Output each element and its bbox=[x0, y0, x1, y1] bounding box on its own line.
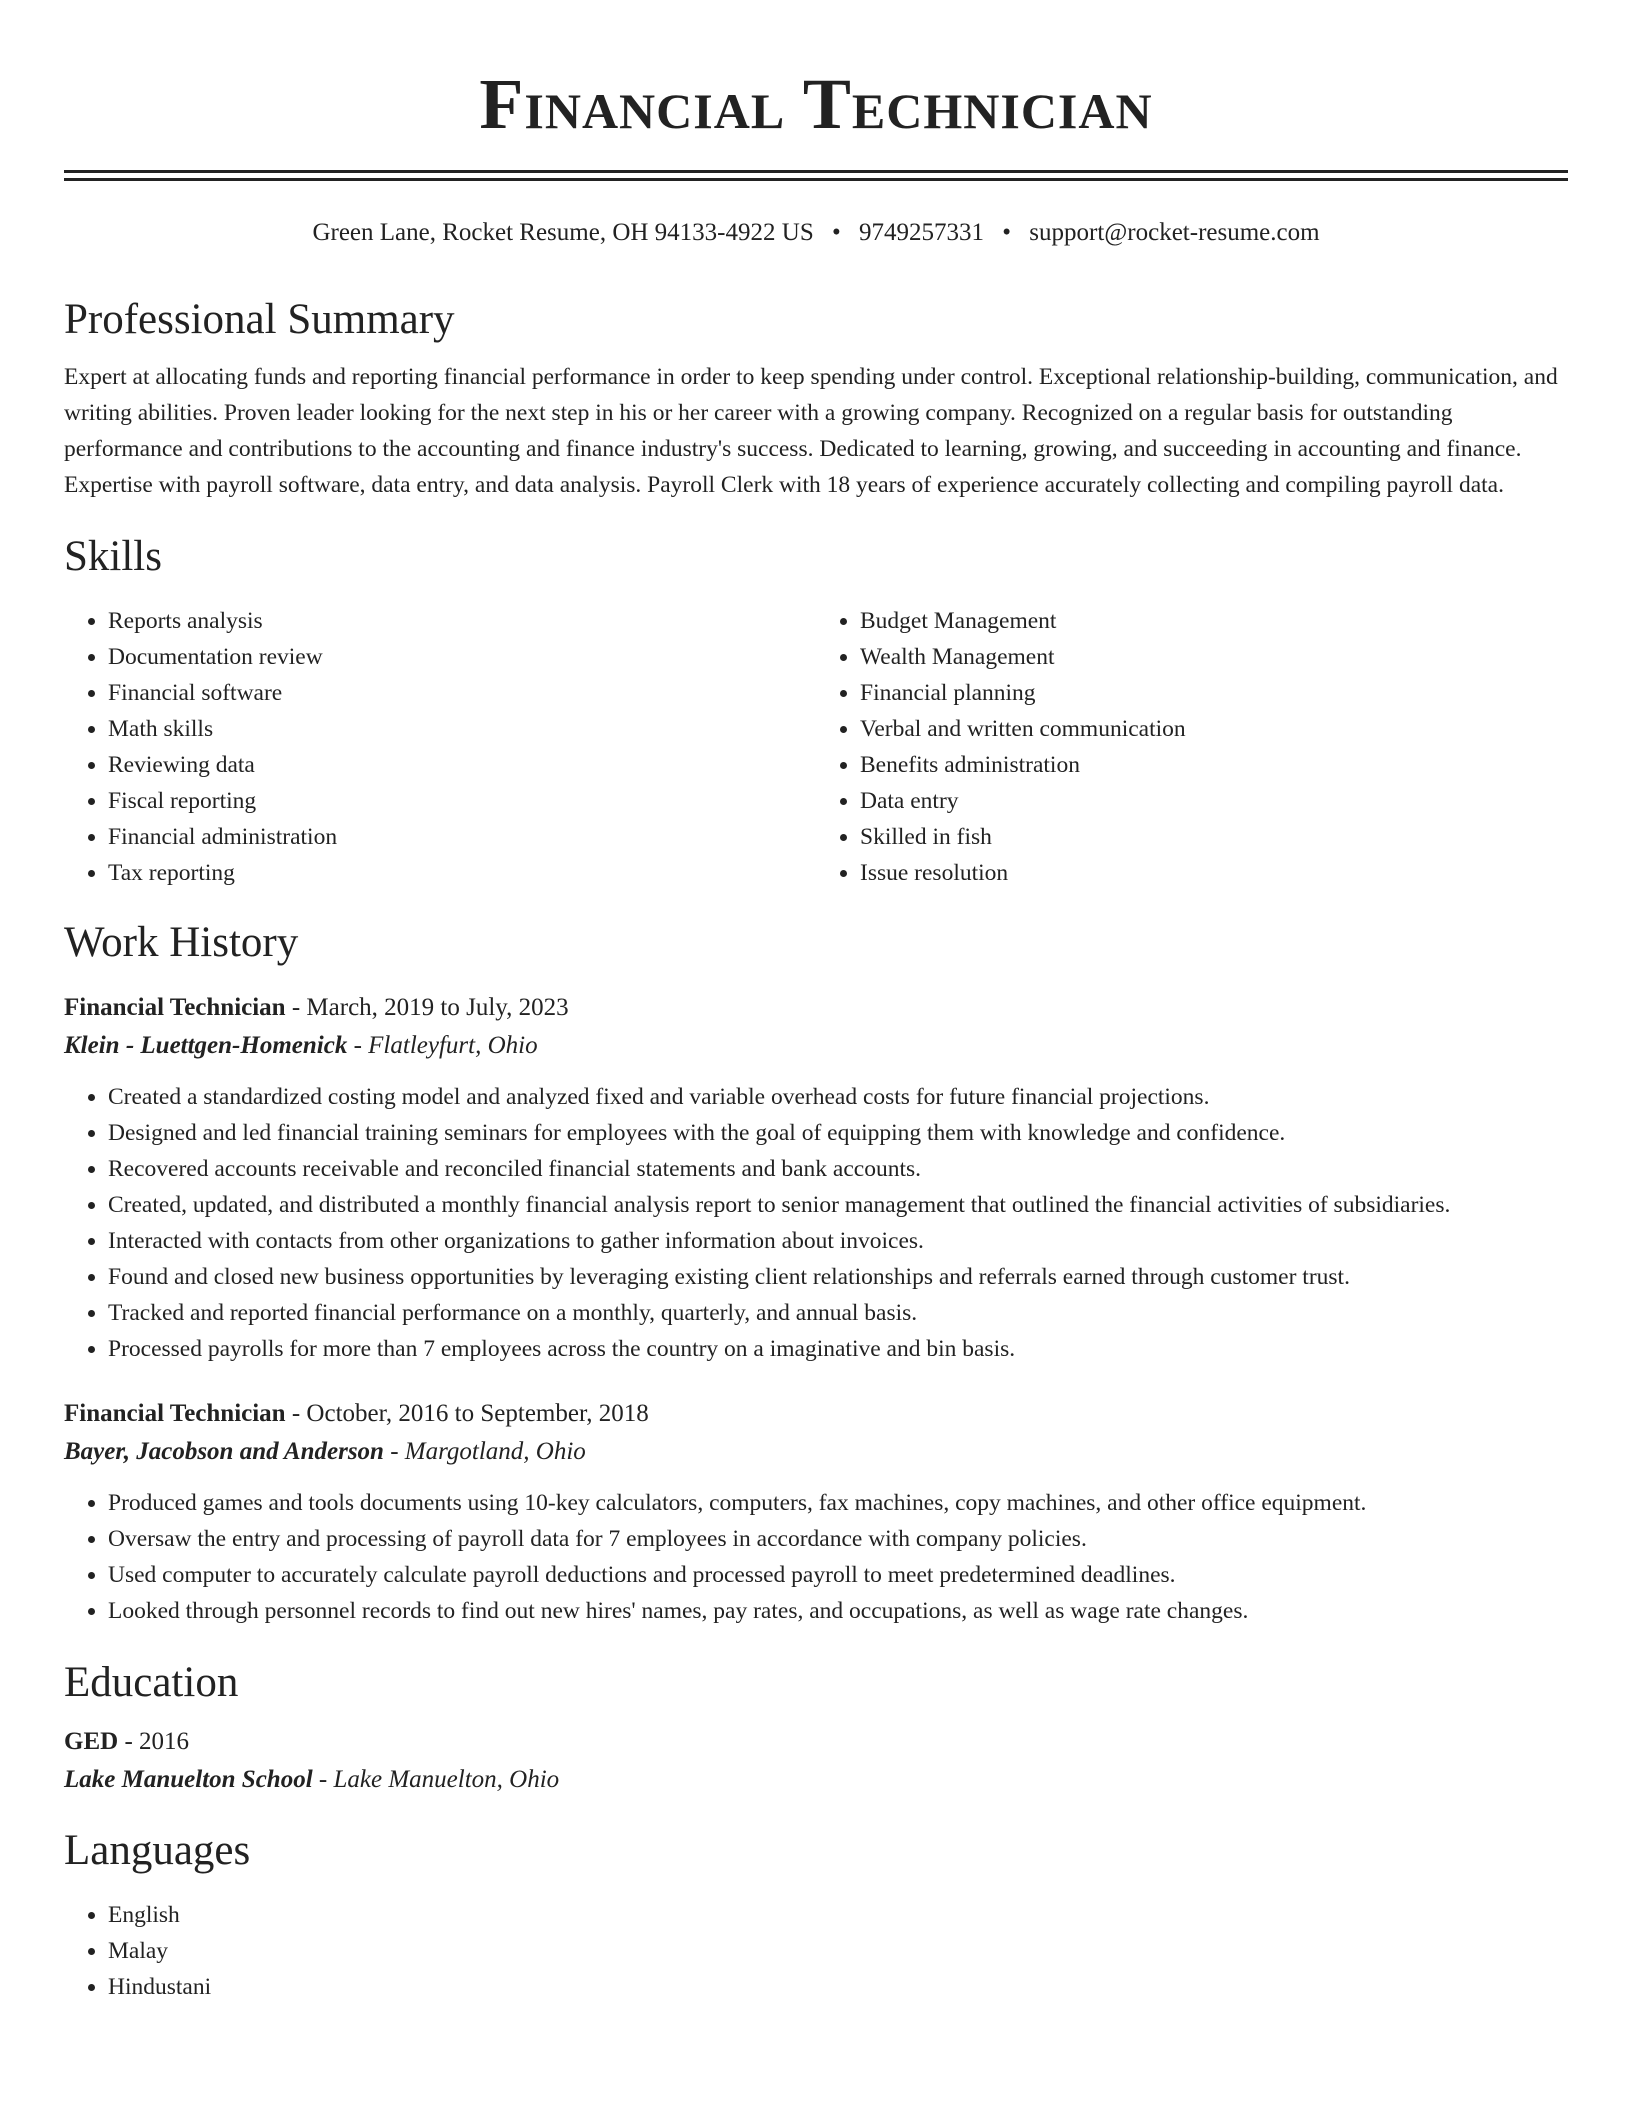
language-item: • Malay bbox=[108, 1933, 1568, 1969]
skills-heading: Skills bbox=[64, 533, 162, 580]
contact-separator: • bbox=[831, 219, 841, 246]
education-school: Lake Manuelton School bbox=[64, 1766, 313, 1793]
job-header bbox=[64, 989, 1568, 1027]
languages-heading: Languages bbox=[64, 1827, 251, 1874]
job-location: - Flatleyfurt, Ohio bbox=[347, 1032, 538, 1059]
languages-section bbox=[64, 1827, 1568, 2005]
education-location: - Lake Manuelton, Ohio bbox=[312, 1766, 560, 1793]
skill-item: • Budget Management bbox=[860, 603, 1568, 639]
candidate-name: Financial Technician bbox=[479, 64, 1153, 144]
summary-text: Expert at allocating funds and reporting financial performance in order to keep spending under control. Exceptional relationship-building, communication, and writing abilities. Proven leader looking for the next step in his or her career with a growing company. Recognized on a regular basis for outstanding performance and contributions to the accounting and finance industry's success. Dedicated to learning, growing, and succeeding in accounting and finance. Expertise with payroll software, data entry, and data analysis. Payroll Clerk with 18 years of experience accurately collecting and compiling payroll data. bbox=[64, 364, 1558, 498]
job-location: - Margotland, Ohio bbox=[383, 1438, 586, 1465]
job-bullet: • Designed and led financial training seminars for employees with the goal of equipping them with knowledge and confidence. bbox=[108, 1115, 1568, 1151]
education-header bbox=[64, 1723, 1568, 1761]
contact-email: support@rocket-resume.com bbox=[1029, 219, 1320, 246]
language-item: • Hindustani bbox=[108, 1969, 1568, 2005]
skill-item: • Wealth Management bbox=[860, 639, 1568, 675]
header-divider-bottom bbox=[64, 178, 1568, 181]
education-year: - 2016 bbox=[118, 1728, 190, 1755]
skill-item: • Reports analysis bbox=[108, 603, 816, 639]
job-header bbox=[64, 1395, 1568, 1433]
education-school-line bbox=[64, 1761, 1568, 1799]
skill-item: • Skilled in fish bbox=[860, 819, 1568, 855]
skill-item: • Financial planning bbox=[860, 675, 1568, 711]
job-bullet: • Used computer to accurately calculate payroll deductions and processed payroll to meet predetermined deadlines. bbox=[108, 1557, 1568, 1593]
skills-list-right bbox=[816, 603, 1568, 891]
job-bullet: • Oversaw the entry and processing of payroll data for 7 employees in accordance with company policies. bbox=[108, 1521, 1568, 1557]
job-bullets bbox=[64, 1485, 1568, 1629]
job-company-line bbox=[64, 1027, 1568, 1065]
skill-item: • Documentation review bbox=[108, 639, 816, 675]
skill-item: • Issue resolution bbox=[860, 855, 1568, 891]
skill-item: • Financial software bbox=[108, 675, 816, 711]
language-item: • English bbox=[108, 1897, 1568, 1933]
education-section bbox=[64, 1659, 1568, 1799]
skill-item: • Reviewing data bbox=[108, 747, 816, 783]
job-bullet: • Found and closed new business opportunities by leveraging existing client relationships and referrals earned through customer trust. bbox=[108, 1259, 1568, 1295]
job-role: Financial Technician bbox=[64, 1400, 286, 1427]
skill-item: • Financial administration bbox=[108, 819, 816, 855]
summary-heading: Professional Summary bbox=[64, 296, 455, 343]
contact-phone: 9749257331 bbox=[859, 219, 984, 246]
skill-item: • Data entry bbox=[860, 783, 1568, 819]
job-company: Klein - Luettgen-Homenick bbox=[64, 1032, 348, 1059]
skills-columns bbox=[64, 603, 1568, 891]
contact-address: Green Lane, Rocket Resume, OH 94133-4922 US bbox=[312, 219, 814, 246]
languages-list bbox=[64, 1897, 1568, 2005]
skill-item: • Benefits administration bbox=[860, 747, 1568, 783]
contact-line bbox=[64, 218, 1568, 248]
job-company-line bbox=[64, 1433, 1568, 1471]
job-bullet: • Recovered accounts receivable and reconciled financial statements and bank accounts. bbox=[108, 1151, 1568, 1187]
job-bullet: • Created a standardized costing model and analyzed fixed and variable overhead costs for future financial projections. bbox=[108, 1079, 1568, 1115]
work-history-heading: Work History bbox=[64, 919, 299, 966]
header-divider-top bbox=[64, 170, 1568, 173]
skill-item: • Verbal and written communication bbox=[860, 711, 1568, 747]
work-history-section bbox=[64, 919, 1568, 1629]
education-degree: GED bbox=[64, 1728, 119, 1755]
contact-separator: • bbox=[1002, 219, 1012, 246]
skills-section bbox=[64, 533, 1568, 891]
skill-item: • Tax reporting bbox=[108, 855, 816, 891]
job-dates: - March, 2019 to July, 2023 bbox=[285, 994, 569, 1021]
education-heading: Education bbox=[64, 1659, 239, 1706]
job-bullet: • Processed payrolls for more than 7 employees across the country on a imaginative and bin basis. bbox=[108, 1331, 1568, 1367]
skill-item: • Math skills bbox=[108, 711, 816, 747]
skill-item: • Fiscal reporting bbox=[108, 783, 816, 819]
job-dates: - October, 2016 to September, 2018 bbox=[285, 1400, 649, 1427]
summary-section bbox=[64, 296, 1568, 503]
job-bullet: • Looked through personnel records to find out new hires' names, pay rates, and occupations, as well as wage rate changes. bbox=[108, 1593, 1568, 1629]
skills-list-left bbox=[64, 603, 816, 891]
job-bullet: • Interacted with contacts from other organizations to gather information about invoices. bbox=[108, 1223, 1568, 1259]
job-bullet: • Produced games and tools documents using 10-key calculators, computers, fax machines, copy machines, and other office equipment. bbox=[108, 1485, 1568, 1521]
job-company: Bayer, Jacobson and Anderson bbox=[64, 1438, 384, 1465]
job-bullet: • Created, updated, and distributed a monthly financial analysis report to senior management that outlined the financial activities of subsidiaries. bbox=[108, 1187, 1568, 1223]
job-role: Financial Technician bbox=[64, 994, 286, 1021]
job-bullet: • Tracked and reported financial performance on a monthly, quarterly, and annual basis. bbox=[108, 1295, 1568, 1331]
job-bullets bbox=[64, 1079, 1568, 1367]
